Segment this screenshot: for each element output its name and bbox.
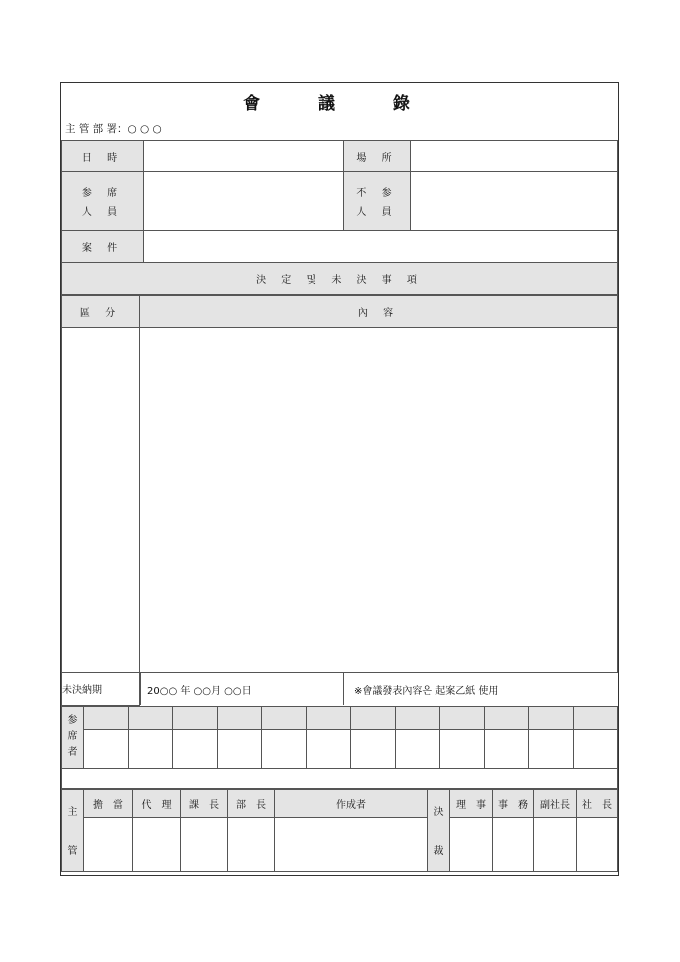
decision-label-2: 裁	[433, 846, 444, 857]
deadline-inner	[140, 673, 618, 705]
participant-name-cell[interactable]	[351, 706, 396, 729]
approval-sign-author[interactable]	[275, 817, 428, 871]
participant-sign-cell[interactable]	[440, 729, 485, 768]
decisions-header: 決 定 및 未 決 事 項	[62, 263, 618, 295]
approval-col-author: 作成者	[275, 789, 428, 817]
approval-col-president: 社 長	[577, 789, 618, 817]
content-label: 內 容	[140, 296, 618, 328]
meeting-minutes-form	[60, 82, 619, 876]
usage-note: ※會議發表內容은 起案乙紙 使用	[344, 673, 618, 705]
participant-sign-cell[interactable]	[217, 729, 262, 768]
absent-label-line1: 不 参	[356, 188, 398, 199]
participants-label-3: 者	[67, 747, 78, 758]
participant-sign-cell[interactable]	[573, 729, 618, 768]
approval-col-department-head: 部 長	[228, 789, 275, 817]
absent-label	[344, 172, 411, 231]
participants-label-2: 席	[67, 731, 78, 742]
participants-label-1: 参	[67, 715, 78, 726]
supervisor-label	[62, 789, 84, 871]
department-label: 主 管 部 署	[65, 123, 118, 135]
approval-sign-president[interactable]	[577, 817, 618, 871]
approval-col-deputy: 代 理	[133, 789, 181, 817]
deadline-row	[140, 673, 618, 706]
supervisor-label-2: 管	[67, 846, 78, 857]
approval-sign-department-head[interactable]	[228, 817, 275, 871]
attendees-label	[62, 172, 144, 231]
participant-name-cell[interactable]	[84, 706, 129, 729]
category-label: 區 分	[62, 296, 140, 328]
content-field[interactable]	[140, 328, 618, 673]
content-table	[61, 295, 618, 706]
participant-sign-cell[interactable]	[84, 729, 129, 768]
participant-sign-cell[interactable]	[351, 729, 396, 768]
approval-col-director: 理 事	[450, 789, 493, 817]
participant-name-cell[interactable]	[395, 706, 440, 729]
participant-sign-cell[interactable]	[128, 729, 173, 768]
document-title: 會 議 錄	[243, 94, 436, 114]
participant-sign-cell[interactable]	[395, 729, 440, 768]
department-colon: ：	[117, 123, 128, 135]
participant-name-cell[interactable]	[306, 706, 351, 729]
agenda-field[interactable]	[144, 231, 618, 263]
approval-sign-staff[interactable]	[84, 817, 133, 871]
approval-col-executive: 事 務	[493, 789, 534, 817]
approval-sign-section-chief[interactable]	[181, 817, 228, 871]
approval-sign-deputy[interactable]	[133, 817, 181, 871]
participant-sign-cell[interactable]	[173, 729, 218, 768]
participant-sign-cell[interactable]	[484, 729, 529, 768]
approval-col-section-chief: 課 長	[181, 789, 228, 817]
header-area	[61, 83, 618, 135]
approval-table	[61, 789, 618, 872]
participant-name-cell[interactable]	[440, 706, 485, 729]
participant-name-cell[interactable]	[217, 706, 262, 729]
info-table	[61, 140, 618, 295]
participant-sign-cell[interactable]	[529, 729, 574, 768]
deadline-label: 未決納期	[62, 673, 140, 706]
supervisor-label-1: 主	[67, 807, 78, 818]
decision-label-1: 決	[433, 807, 444, 818]
approval-sign-director[interactable]	[450, 817, 493, 871]
participant-name-cell[interactable]	[173, 706, 218, 729]
approval-col-staff: 擔 當	[84, 789, 133, 817]
participant-sign-cell[interactable]	[262, 729, 307, 768]
participant-name-cell[interactable]	[262, 706, 307, 729]
participants-table	[61, 706, 618, 789]
attendees-field[interactable]	[144, 172, 344, 231]
decision-label	[428, 789, 450, 871]
participants-label	[62, 706, 84, 768]
absent-field[interactable]	[411, 172, 618, 231]
participant-sign-cell[interactable]	[306, 729, 351, 768]
datetime-field[interactable]	[144, 141, 344, 172]
place-field[interactable]	[411, 141, 618, 172]
department-value: ○ ○ ○	[127, 123, 162, 135]
datetime-label: 日 時	[62, 141, 144, 172]
approval-sign-vice-president[interactable]	[534, 817, 577, 871]
participant-name-cell[interactable]	[484, 706, 529, 729]
participant-name-cell[interactable]	[529, 706, 574, 729]
deadline-value[interactable]: 20○○ 年 ○○月 ○○日	[141, 673, 344, 705]
absent-label-line2: 人 員	[356, 207, 398, 218]
place-label: 場 所	[344, 141, 411, 172]
participant-name-cell[interactable]	[128, 706, 173, 729]
category-field[interactable]	[62, 328, 140, 673]
attendees-label-line1: 参 席	[81, 188, 124, 199]
spacer-row	[62, 768, 618, 788]
attendees-label-line2: 人 員	[81, 207, 124, 218]
approval-sign-executive[interactable]	[493, 817, 534, 871]
approval-col-vice-president: 副社長	[534, 789, 577, 817]
department-line	[65, 121, 162, 136]
agenda-label: 案 件	[62, 231, 144, 263]
participant-name-cell[interactable]	[573, 706, 618, 729]
